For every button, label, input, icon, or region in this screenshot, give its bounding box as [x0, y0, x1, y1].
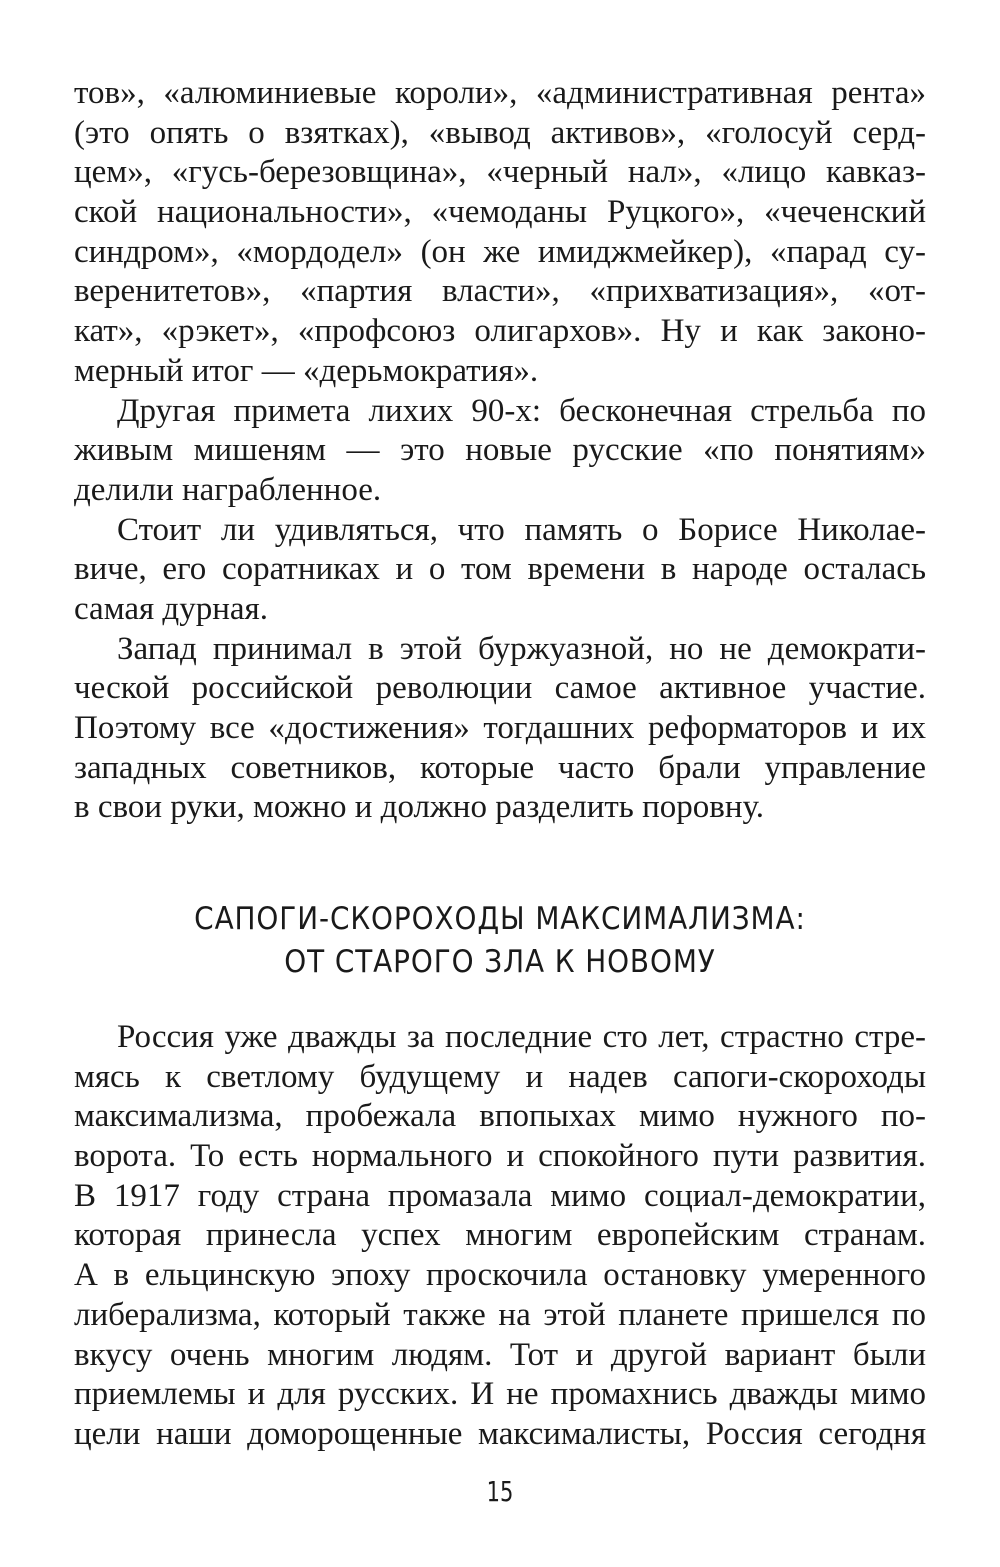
text-line: в свои руки, можно и должно разделить поровну. — [74, 789, 764, 826]
body-text-bottom — [74, 1018, 926, 1455]
text-line: цем», «гусь-березовщина», «черный нал», «лицо кавказ- — [74, 154, 926, 191]
text-line: Запад принимал в этой буржуазной, но не демократи- — [117, 630, 926, 667]
text-line: синдром», «мордодел» (он же имиджмейкер), «парад су- — [74, 233, 926, 270]
text-line: западных советников, которые часто брали управление — [74, 749, 926, 786]
text-line: Другая примета лихих 90-х: бесконечная стрельба по — [117, 392, 926, 429]
text-line: В 1917 году страна промазала мимо социал-демократии, — [74, 1177, 926, 1214]
section-heading-line: ОТ СТАРОГО ЗЛА К НОВОМУ — [284, 944, 716, 980]
text-line: цели наши доморощенные максималисты, Россия сегодня — [74, 1415, 926, 1452]
text-line: ской национальности», «чемоданы Руцкого», «чеченский — [74, 194, 926, 231]
text-line: виче, его соратниках и о том времени в народе осталась — [74, 551, 926, 588]
text-line: мясь к светлому будущему и надев сапоги-скороходы — [74, 1058, 926, 1095]
page-number: 15 — [486, 1475, 514, 1508]
text-line: кат», «рэкет», «профсоюз олигархов». Ну и как законо- — [74, 313, 926, 350]
text-line: Россия уже дважды за последние сто лет, страстно стре- — [117, 1019, 926, 1055]
text-line: ческой российской революции самое активное участие. — [74, 670, 926, 707]
text-line: делили награбленное. — [74, 471, 382, 508]
text-line: А в ельцинскую эпоху проскочила остановку умеренного — [74, 1257, 926, 1294]
text-line: Поэтому все «достижения» тогдашних реформаторов и их — [74, 710, 926, 746]
text-line: максимализма, пробежала впопыхах мимо нужного по- — [74, 1098, 926, 1135]
text-line: (это опять о взятках), «вывод активов», «голосуй серд- — [74, 114, 926, 151]
text-line: ворота. То есть нормального и спокойного пути развития. — [74, 1138, 926, 1175]
text-line: мерный итог — «дерьмократия». — [74, 352, 539, 389]
text-line: живым мишеням — это новые русские «по понятиям» — [74, 432, 926, 469]
text-line: тов», «алюминиевые короли», «административная рента» — [74, 75, 926, 111]
text-line: веренитетов», «партия власти», «прихватизация», «от- — [74, 273, 926, 310]
text-line: либерализма, который также на этой планете пришелся по — [74, 1296, 926, 1333]
section-heading — [117, 898, 884, 984]
text-line: приемлемы и для русских. И не промахнись дважды мимо — [74, 1376, 926, 1413]
text-line: вкусу очень многим людям. Тот и другой вариант были — [74, 1336, 926, 1373]
text-line: которая принесла успех многим европейским странам. — [74, 1217, 926, 1254]
section-heading-line: САПОГИ-СКОРОХОДЫ МАКСИМАЛИЗМА: — [194, 901, 806, 937]
body-text-top — [74, 74, 926, 828]
text-line: самая дурная. — [74, 590, 268, 627]
text-line: Стоит ли удивляться, что память о Борисе Николае- — [117, 511, 926, 548]
